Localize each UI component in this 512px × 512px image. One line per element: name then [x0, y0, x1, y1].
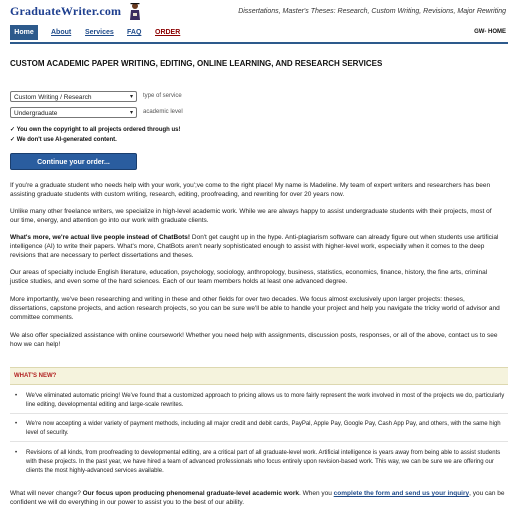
divider — [10, 413, 508, 414]
bullet-icon: • — [15, 393, 18, 399]
specialization-paragraph: Unlike many other freelance writers, we specialize in high-level academic work. While we are always happy to assist undergraduate students with their projects, most of our time, energy, and attention go into our work with graduate clients. — [10, 208, 492, 224]
page-title: CUSTOM ACADEMIC PAPER WRITING, EDITING, ONLINE LEARNING, AND RESEARCH SERVICES — [10, 59, 383, 68]
closing-emphasis: Our focus upon producing phenomenal graduate-level academic work — [82, 490, 299, 497]
divider — [10, 441, 508, 442]
chevron-down-icon: ▾ — [129, 94, 133, 100]
chatbots-lead: What's more, we're actual live people instead of ChatBots! — [10, 234, 191, 241]
nav-about-link[interactable]: About — [51, 29, 72, 36]
no-ai-note: ✓ We don't use AI-generated content. — [10, 137, 117, 143]
main-nav — [0, 25, 512, 41]
whats-new-header — [10, 367, 508, 385]
specialties-paragraph: Our areas of specialty include English literature, education, psychology, sociology, anthropology, business, statistics, economics, finance, history, the fine arts, criminal justice studies, and even some of the hard sciences. Each of our team members holds at least one advanced degree. — [10, 269, 488, 285]
chevron-down-icon: ▾ — [129, 110, 133, 116]
academic-level-select[interactable] — [10, 107, 137, 118]
experience-paragraph: More importantly, we've been researching and writing in these and other fields for over two decades. We focus almost exclusively upon larger projects: theses, dissertations, capstone projects, and action research projects, so you can be sure we'll be able to handle your project and help you navigate the tricky world of advisor and committee comments. — [10, 296, 500, 321]
bullet-icon: • — [15, 421, 18, 427]
site-header — [0, 0, 512, 22]
whats-new-title: WHAT'S NEW? — [14, 373, 57, 379]
chatbots-paragraph — [10, 233, 500, 260]
copyright-note: ✓ You own the copyright to all projects ordered through us! — [10, 127, 181, 133]
service-type-label: type of service — [143, 93, 182, 99]
nav-divider — [10, 42, 508, 44]
closing-lead: What will never change? — [10, 490, 83, 497]
continue-order-button[interactable]: Continue your order... — [10, 153, 137, 170]
inquiry-form-link[interactable]: complete the form and send us your inquiry — [333, 490, 470, 497]
closing-mid: . When you — [298, 490, 334, 497]
site-tagline: Dissertations, Master's Theses: Research, Custom Writing, Revisions, Major Rewriting — [238, 8, 506, 15]
nav-faq-link[interactable]: FAQ — [127, 29, 142, 36]
service-type-select[interactable] — [10, 91, 137, 102]
nav-gw-home-link[interactable]: GW- HOME — [474, 29, 506, 35]
chatbots-body: Don't get caught up in the hype. Anti-plagiarism software can already figure out when students use artificial intelligence (AI) to write their papers. What's more, ChatBots aren't nearly sophisticated enough to assist with higher-level work, especially when it comes to the deep revisions that are necessary to perfect dissertations and theses. — [10, 234, 499, 259]
nav-order-link[interactable]: ORDER — [155, 29, 181, 36]
whats-new-item-pricing: We've eliminated automatic pricing! We've found that a customized approach to pricing allows us to more fairly represent the work involved in most of the projects we do, particularly line editing, developmental editing and large-scale rewrites. — [26, 393, 505, 408]
whats-new-item-revisions: Revisions of all kinds, from proofreading to developmental editing, are a critical part of all graduate-level work. Artificial intelligence is years away from being able to assist students with these projects. In the past year, we have hired a team of advanced professionals who focus entirely upon revision-based work. This way, we can be sure we are offering our clients the most highly-advanced services available. — [26, 450, 501, 474]
academic-level-label: academic level — [143, 109, 183, 115]
bullet-icon: • — [15, 450, 18, 456]
whats-new-item-payments: We're now accepting a wider variety of payment methods, including all major credit and debit cards, PayPal, Apple Pay, Google Pay, Cash App Pay, and others, with the same high level of security. — [26, 421, 501, 436]
intro-paragraph: If you're a graduate student who needs help with your work, you';ve come to the right place! My name is Madeline. My team of expert writers and researchers has been assisting graduate students with custom writing, research, editing, proofreading, and rewriting for over 20 years now. — [10, 182, 491, 198]
nav-home-tab[interactable]: Home — [10, 25, 38, 40]
online-coursework-paragraph: We also offer specialized assistance with online coursework! Whether you need help with assignments, discussion posts, responses, or all of the above, contact us to see how we can help! — [10, 332, 498, 348]
academic-level-value: Undergraduate — [14, 110, 58, 117]
site-logo[interactable]: GraduateWriter.com — [10, 4, 122, 18]
closing-paragraph — [10, 489, 505, 507]
closing-tail: , you can be confident we will do everything in our power to assist you to the best of our ability. — [10, 490, 505, 506]
service-type-value: Custom Writing / Research — [14, 94, 92, 101]
graduate-figure-icon — [128, 2, 142, 20]
nav-services-link[interactable]: Services — [85, 29, 114, 36]
